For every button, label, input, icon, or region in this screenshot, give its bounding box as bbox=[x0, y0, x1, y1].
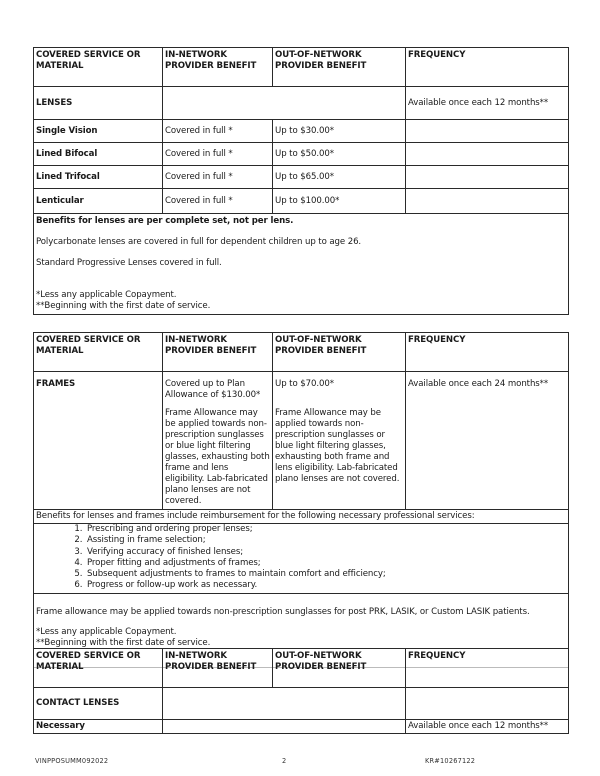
services-intro-row bbox=[34, 510, 569, 524]
header-in-network: IN-NETWORK PROVIDER BENEFIT bbox=[163, 649, 273, 688]
footer-kr-number: KR#10267122 bbox=[425, 757, 476, 765]
list-item: 5. Subsequent adjustments to frames to maintain comfort and efficiency; bbox=[85, 569, 566, 580]
footer-page-number: 2 bbox=[282, 757, 287, 765]
in-network-value: Covered in full * bbox=[163, 143, 273, 166]
lenses-note-progressive: Standard Progressive Lenses covered in full. bbox=[36, 258, 222, 268]
header-out-network: OUT-OF-NETWORK PROVIDER BENEFIT bbox=[273, 649, 406, 688]
contacts-title: CONTACT LENSES bbox=[34, 688, 163, 720]
table-row bbox=[34, 720, 569, 734]
table-row bbox=[34, 120, 569, 143]
contacts-frequency-blank bbox=[406, 688, 569, 720]
service-name: Lined Bifocal bbox=[34, 143, 163, 166]
lenses-blank-cell bbox=[163, 87, 406, 120]
lenses-notes bbox=[34, 214, 569, 315]
frames-row bbox=[34, 372, 569, 510]
out-network-value: Up to $30.00* bbox=[273, 120, 406, 143]
contacts-blank-cell bbox=[163, 688, 406, 720]
header-covered-service: COVERED SERVICE OR MATERIAL bbox=[34, 333, 163, 372]
frames-in-network-note: Frame Allowance may be applied towards non-prescription sunglasses or blue light filtering glasses, exhausting both frame and lens eligibility. Lab-fabricated plano lenses are not covered. bbox=[165, 408, 270, 506]
contacts-section-row bbox=[34, 688, 569, 720]
table-row bbox=[34, 166, 569, 189]
out-network-value: Up to $65.00* bbox=[273, 166, 406, 189]
list-item: 2. Assisting in frame selection; bbox=[85, 535, 566, 546]
frames-frequency: Available once each 24 months** bbox=[406, 372, 569, 510]
header-out-network: OUT-OF-NETWORK PROVIDER BENEFIT bbox=[273, 333, 406, 372]
table-header-row bbox=[34, 333, 569, 372]
lenses-note-per-set: Benefits for lenses are per complete set, not per lens. bbox=[36, 216, 294, 226]
footer-document-code: VINPPOSUMM092022 bbox=[35, 757, 109, 765]
services-list-row bbox=[34, 524, 569, 594]
out-network-value: Up to $100.00* bbox=[273, 189, 406, 214]
header-in-network: IN-NETWORK PROVIDER BENEFIT bbox=[163, 333, 273, 372]
lenses-note-polycarbonate: Polycarbonate lenses are covered in full for dependent children up to age 26. bbox=[36, 237, 362, 247]
list-item: 4. Proper fitting and adjustments of frames; bbox=[85, 558, 566, 569]
frames-title: FRAMES bbox=[34, 372, 163, 510]
frames-in-network bbox=[163, 372, 273, 510]
header-frequency: FREQUENCY bbox=[406, 333, 569, 372]
frames-in-network-allowance: Covered up to Plan Allowance of $130.00* bbox=[165, 379, 261, 400]
service-name: Lined Trifocal bbox=[34, 166, 163, 189]
lenses-title: LENSES bbox=[34, 87, 163, 120]
header-frequency: FREQUENCY bbox=[406, 649, 569, 688]
list-item: 6. Progress or follow-up work as necessary. bbox=[85, 580, 566, 591]
lenses-frequency: Available once each 12 months** bbox=[406, 87, 569, 120]
in-network-value: Covered in full * bbox=[163, 189, 273, 214]
service-name: Lenticular bbox=[34, 189, 163, 214]
out-network-value: Up to $50.00* bbox=[273, 143, 406, 166]
in-network-value bbox=[163, 720, 406, 734]
frequency-value bbox=[406, 120, 569, 143]
frequency-value bbox=[406, 166, 569, 189]
header-out-network: OUT-OF-NETWORK PROVIDER BENEFIT bbox=[273, 48, 406, 87]
frames-out-network-allowance: Up to $70.00* bbox=[275, 379, 334, 389]
table-header-row bbox=[34, 48, 569, 87]
in-network-value: Covered in full * bbox=[163, 166, 273, 189]
frequency-value bbox=[406, 143, 569, 166]
services-list-cell bbox=[34, 524, 569, 594]
lenses-notes-row bbox=[34, 214, 569, 315]
frames-note-lasik: Frame allowance may be applied towards non-prescription sunglasses for post PRK, LASIK, or Custom LASIK patients. bbox=[36, 606, 530, 617]
frames-table bbox=[33, 332, 569, 668]
service-name: Single Vision bbox=[34, 120, 163, 143]
frequency-value bbox=[406, 189, 569, 214]
frames-note-service-date: **Beginning with the first date of service. bbox=[36, 637, 211, 648]
header-in-network: IN-NETWORK PROVIDER BENEFIT bbox=[163, 48, 273, 87]
header-covered-service: COVERED SERVICE OR MATERIAL bbox=[34, 649, 163, 688]
lenses-note-service-date: **Beginning with the first date of service. bbox=[36, 301, 211, 311]
header-frequency: FREQUENCY bbox=[406, 48, 569, 87]
service-name: Necessary bbox=[34, 720, 163, 734]
table-header-row bbox=[34, 649, 569, 688]
contacts-table bbox=[33, 648, 569, 734]
lenses-section-row bbox=[34, 87, 569, 120]
lenses-note-copay: *Less any applicable Copayment. bbox=[36, 290, 177, 300]
list-item: 3. Verifying accuracy of finished lenses; bbox=[85, 547, 566, 558]
professional-services-list bbox=[36, 524, 566, 592]
table-row bbox=[34, 143, 569, 166]
frames-out-network bbox=[273, 372, 406, 510]
frames-note-copay: *Less any applicable Copayment. bbox=[36, 626, 177, 637]
list-item: 1. Prescribing and ordering proper lenses; bbox=[85, 524, 566, 535]
lenses-table bbox=[33, 47, 569, 315]
frames-out-network-note: Frame Allowance may be applied towards non-prescription sunglasses or blue light filtering glasses, exhausting both frame and lens eligibility. Lab-fabricated plano lenses are not covered. bbox=[275, 408, 400, 484]
services-intro: Benefits for lenses and frames include reimbursement for the following necessary professional services: bbox=[34, 510, 569, 524]
table-row bbox=[34, 189, 569, 214]
in-network-value: Covered in full * bbox=[163, 120, 273, 143]
header-covered-service: COVERED SERVICE OR MATERIAL bbox=[34, 48, 163, 87]
frequency-value: Available once each 12 months** bbox=[406, 720, 569, 734]
